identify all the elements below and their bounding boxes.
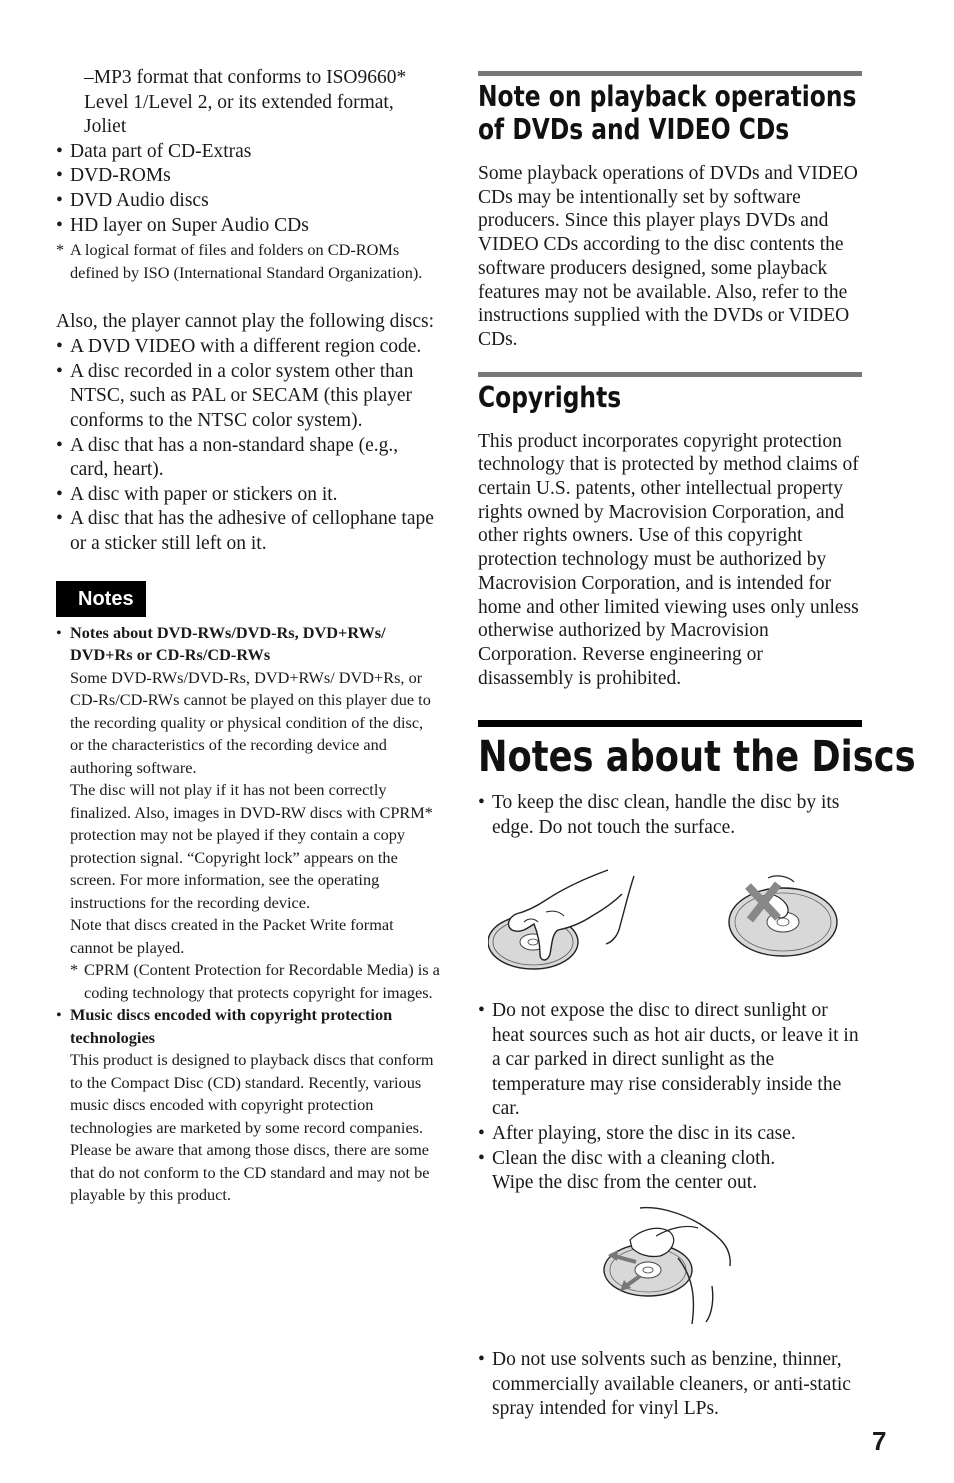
list-item-text: DVD Audio discs (70, 189, 209, 211)
playable-continued-list (56, 66, 440, 238)
list-item (56, 507, 440, 556)
list-item (478, 1147, 862, 1196)
hand-holding-disc-illustration (488, 864, 648, 976)
list-item-text: HD layer on Super Audio CDs (70, 214, 309, 236)
list-item-text: A disc recorded in a color system other than NTSC, such as PAL or SECAM (this player conforms to the NTSC color system). (70, 360, 414, 431)
bullet: • (56, 214, 63, 236)
bullet: • (56, 165, 63, 187)
list-item (56, 140, 440, 165)
list-item (56, 214, 440, 239)
footnote-text: A logical format of files and folders on CD-ROMs defined by ISO (International Standard Organization). (70, 240, 423, 282)
copyrights-body: This product incorporates copyright protection technology that is protected by method claims of certain U.S. patents, other intellectual property rights owned by Macrovision Corporation, and other rights owners. Use of this copyright protection technology must be authorized by Macrovision Corporation, and is intended for home and other limited viewing uses only unless otherwise authorized by Macrovision Corporation. Reverse engineering or disassembly is prohibited. (478, 430, 859, 689)
bullet: • (56, 622, 62, 642)
heading-text: Note on playback operations of DVDs and VIDEO CDs (478, 80, 857, 146)
list-item-text: Clean the disc with a cleaning cloth. (492, 1147, 776, 1169)
notes-section (56, 622, 440, 1207)
right-column-bottom (478, 1348, 862, 1422)
cannot-play-intro: Also, the player cannot play the following discs: (56, 311, 435, 333)
bullet: • (56, 336, 63, 358)
note-item (56, 1004, 440, 1049)
list-item-text: DVD-ROMs (70, 165, 171, 187)
note-paragraph: Some DVD-RWs/DVD-Rs, DVD+RWs/ DVD+Rs, or CD-Rs/CD-RWs cannot be played on this player due to the recording quality or physical condition of the disc, or the characteristics of the recording device and authoring software. (70, 667, 431, 777)
list-item (56, 360, 440, 434)
list-item (56, 189, 440, 214)
bullet: • (56, 508, 63, 530)
chapter-rule (478, 720, 862, 727)
wipe-disc-illustration (600, 1206, 736, 1332)
footnote-text: CPRM (Content Protection for Recordable Media) is a coding technology that protects copyright for images. (84, 960, 440, 1002)
bullet: • (56, 189, 63, 211)
notes-badge: Notes (56, 581, 146, 617)
right-column-lower (478, 999, 862, 1196)
list-item (56, 335, 440, 360)
right-column (478, 0, 916, 841)
bullet: • (56, 140, 63, 162)
copyrights-heading: Copyrights (478, 380, 622, 414)
list-item-text: A disc that has the adhesive of cellophane tape or a sticker still left on it. (70, 508, 434, 554)
page-number: 7 (872, 1426, 887, 1456)
list-item (56, 483, 440, 508)
note-item (56, 622, 440, 667)
asterisk: * (56, 240, 65, 260)
list-item-text: Data part of CD-Extras (70, 140, 252, 162)
list-item (478, 791, 862, 840)
list-item-text: Do not use solvents such as benzine, thinner, commercially available cleaners, or anti-static spray intended for vinyl LPs. (492, 1349, 851, 1420)
bullet: • (478, 1122, 485, 1144)
bullet: • (56, 1005, 62, 1024)
cloth-shape (630, 1228, 674, 1256)
asterisk: * (70, 960, 79, 979)
bullet: • (56, 360, 63, 382)
note-paragraph: This product is designed to playback discs that conform to the Compact Disc (CD) standard. Recently, various music discs encoded with copyright protection technologies are marketed by some record companies. Please be aware that among those discs, there are some that do not conform to the CD standard and may not be playable by this product. (70, 1050, 434, 1204)
bullet: • (56, 483, 63, 505)
playback-note-heading (478, 80, 857, 146)
cannot-play-list (56, 335, 440, 556)
note-title: Music discs encoded with copyright protection technologies (70, 1005, 393, 1047)
note-paragraph: Note that discs created in the Packet Write format cannot be played. (70, 915, 394, 957)
mp3-format-item: –MP3 format that conforms to ISO9660* Level 1/Level 2, or its extended format, Joliet (84, 67, 407, 138)
iso-footnote (56, 239, 440, 284)
bullet: • (478, 792, 485, 814)
list-item-text: After playing, store the disc in its case. (492, 1122, 796, 1144)
list-item (478, 1122, 862, 1147)
note-title: Notes about DVD-RWs/DVD-Rs, DVD+RWs/ DVD+Rs or CD-Rs/CD-RWs (70, 622, 386, 664)
disc-care-list (478, 999, 862, 1196)
list-item-text: To keep the disc clean, handle the disc by its edge. Do not touch the surface. (492, 792, 840, 838)
note-paragraph: The disc will not play if it has not been correctly finalized. Also, images in DVD-RW discs with CPRM* protection may not be played if they contain a copy protection signal. “Copyright lock” appears on the screen. For more information, see the operating instructions for the recording device. (70, 780, 433, 912)
bullet: • (478, 1000, 485, 1021)
discs-heading: Notes about the Discs (478, 732, 916, 783)
list-item (478, 999, 862, 1122)
list-item (56, 66, 440, 140)
bullet: • (56, 434, 63, 456)
do-not-touch-surface-illustration (728, 874, 842, 962)
list-item-text: A disc that has a non-standard shape (e.g., card, heart). (70, 434, 399, 481)
bullet: • (478, 1147, 485, 1169)
bullet: • (478, 1349, 485, 1370)
list-item (478, 1348, 862, 1422)
list-item (56, 164, 440, 189)
cprm-footnote (56, 959, 440, 1004)
list-item-text: Wipe the disc from the center out. (492, 1172, 758, 1194)
list-item-text: Do not expose the disc to direct sunlight or heat sources such as hot air ducts, or leave it in a car parked in direct sunlight as the temperature may rise considerably inside the car. (492, 1000, 859, 1120)
left-column (56, 0, 440, 1207)
list-item (56, 434, 440, 483)
playback-note-body: Some playback operations of DVDs and VIDEO CDs may be intentionally set by software producers. Since this player plays DVDs and VIDEO CDs according to the disc contents the software producers designed, some playback features may not be available. Also, refer to the instructions supplied with the DVDs or VIDEO CDs. (478, 163, 858, 350)
list-item-text: A disc with paper or stickers on it. (70, 483, 338, 505)
list-item-text: A DVD VIDEO with a different region code. (70, 336, 422, 358)
